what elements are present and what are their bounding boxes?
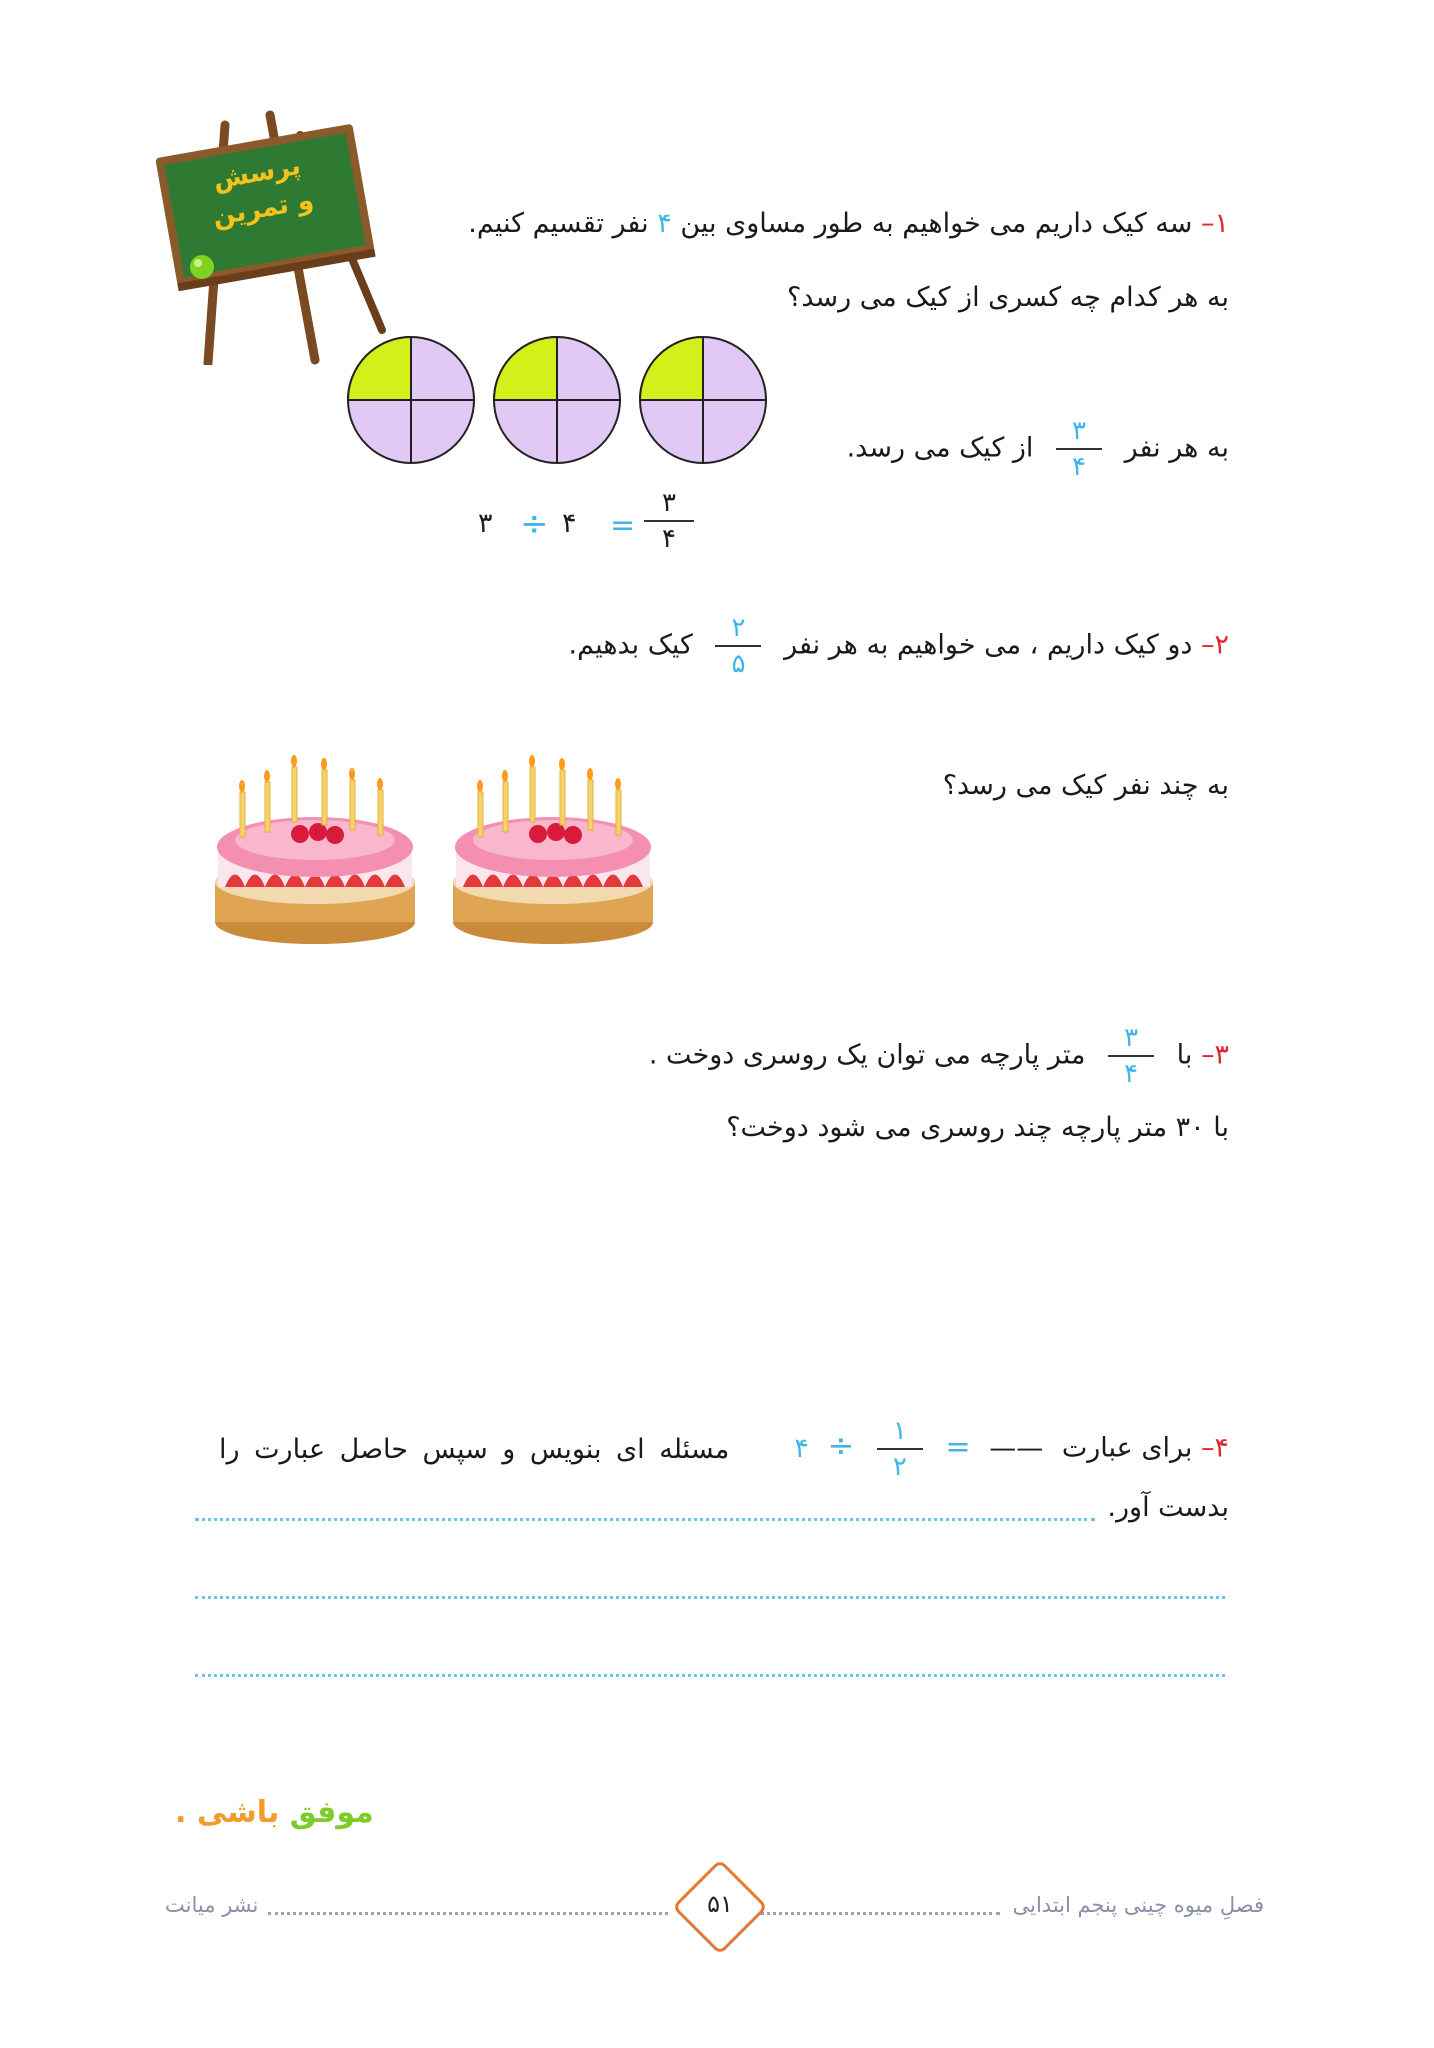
q1-answer-a: به هر نفر [1124,432,1229,464]
q2-text-b: کیک بدهیم. [568,629,693,661]
q2-text [569,615,1229,677]
eq-numerator: ۳ [662,488,676,518]
q3-text [649,1025,1229,1087]
q4-equals: = [945,1429,971,1465]
fraction-denominator: ۵ [731,649,746,679]
q1-text [468,208,1229,239]
q2-fraction [715,615,761,677]
q2-number: ۲– [1200,629,1229,661]
footer-line-right [760,1912,1000,1915]
q4-divide: ÷ [827,1426,855,1465]
q3-text-a: با [1176,1039,1193,1071]
q2-question: به چند نفر کیک می رسد؟ [942,770,1229,801]
q4-text-a: برای عبارت [1061,1432,1193,1464]
eq-four: ۴ [562,508,577,539]
cakes-illustration [210,752,680,952]
q1-text-a: سه کیک داریم می خواهیم به طور مساوی بین [680,208,1193,239]
eq-divide: ÷ [520,504,549,544]
fraction-denominator: ۴ [1072,452,1087,482]
page-number: ۵۱ [707,1890,733,1918]
q1-answer-fraction [1056,418,1102,480]
cake-icon [210,752,680,952]
q4-blank: —— [989,1432,1044,1464]
pie-3 [640,337,766,463]
fraction-denominator: ۴ [1124,1059,1139,1089]
footer-publisher: نشر میانت [165,1893,259,1917]
q1-text-b: نفر تقسیم کنیم. [468,208,649,239]
pie-2 [494,337,620,463]
footer-chapter: فصلِ میوه چینی پنجم ابتدایی [1012,1893,1264,1917]
q4-fraction [877,1418,923,1480]
q4-text [219,1418,1229,1480]
quarter-pies-icon [345,332,775,468]
q1-count: ۴ [657,208,672,239]
answer-line-1[interactable] [195,1518,1095,1521]
q4-number: ۴– [1200,1432,1229,1464]
pie-1 [348,337,474,463]
fraction-numerator: ۲ [731,613,746,643]
eq-equals: = [610,508,636,543]
closing-word2: باشی . [175,1795,280,1830]
eq-fraction [644,490,694,552]
fraction-denominator: ۲ [892,1452,907,1482]
eq-three: ۳ [478,508,493,539]
fraction-numerator: ۳ [1124,1023,1139,1053]
q4-left-part [794,1418,1229,1480]
answer-line-3[interactable] [195,1674,1225,1677]
q3-text-b: متر پارچه می توان یک روسری دوخت . [648,1039,1086,1071]
q1-equation [470,490,710,562]
q1-question: به هر کدام چه کسری از کیک می رسد؟ [786,282,1229,313]
closing-message [175,1795,374,1830]
q4-text-b: مسئله ای بنویس و سپس حاصل عبارت را [219,1433,730,1465]
q2-text-a: دو کیک داریم ، می خواهیم به هر نفر [784,629,1193,661]
fraction-numerator: ۱ [892,1416,907,1446]
easel-icon [150,105,400,365]
q4-four: ۴ [794,1432,809,1464]
q3-number: ۳– [1200,1039,1229,1071]
chalkboard-illustration [150,105,400,365]
q1-answer-b: از کیک می رسد. [846,432,1034,464]
q4-text-c: بدست آور. [1107,1492,1229,1523]
fraction-numerator: ۳ [1072,416,1087,446]
board-title-line2: و تمرین [210,185,316,233]
q3-question: با ۳۰ متر پارچه چند روسری می شود دوخت؟ [726,1112,1229,1143]
q3-fraction [1108,1025,1154,1087]
q1-number: ۱– [1200,208,1229,239]
footer-line-left [268,1912,668,1915]
closing-word1: موفق [289,1795,374,1830]
pie-group [345,332,775,468]
answer-line-2[interactable] [195,1596,1225,1599]
eq-denominator: ۴ [662,524,676,554]
q1-answer [847,418,1229,480]
board-title-line1: پرسش [210,150,303,196]
